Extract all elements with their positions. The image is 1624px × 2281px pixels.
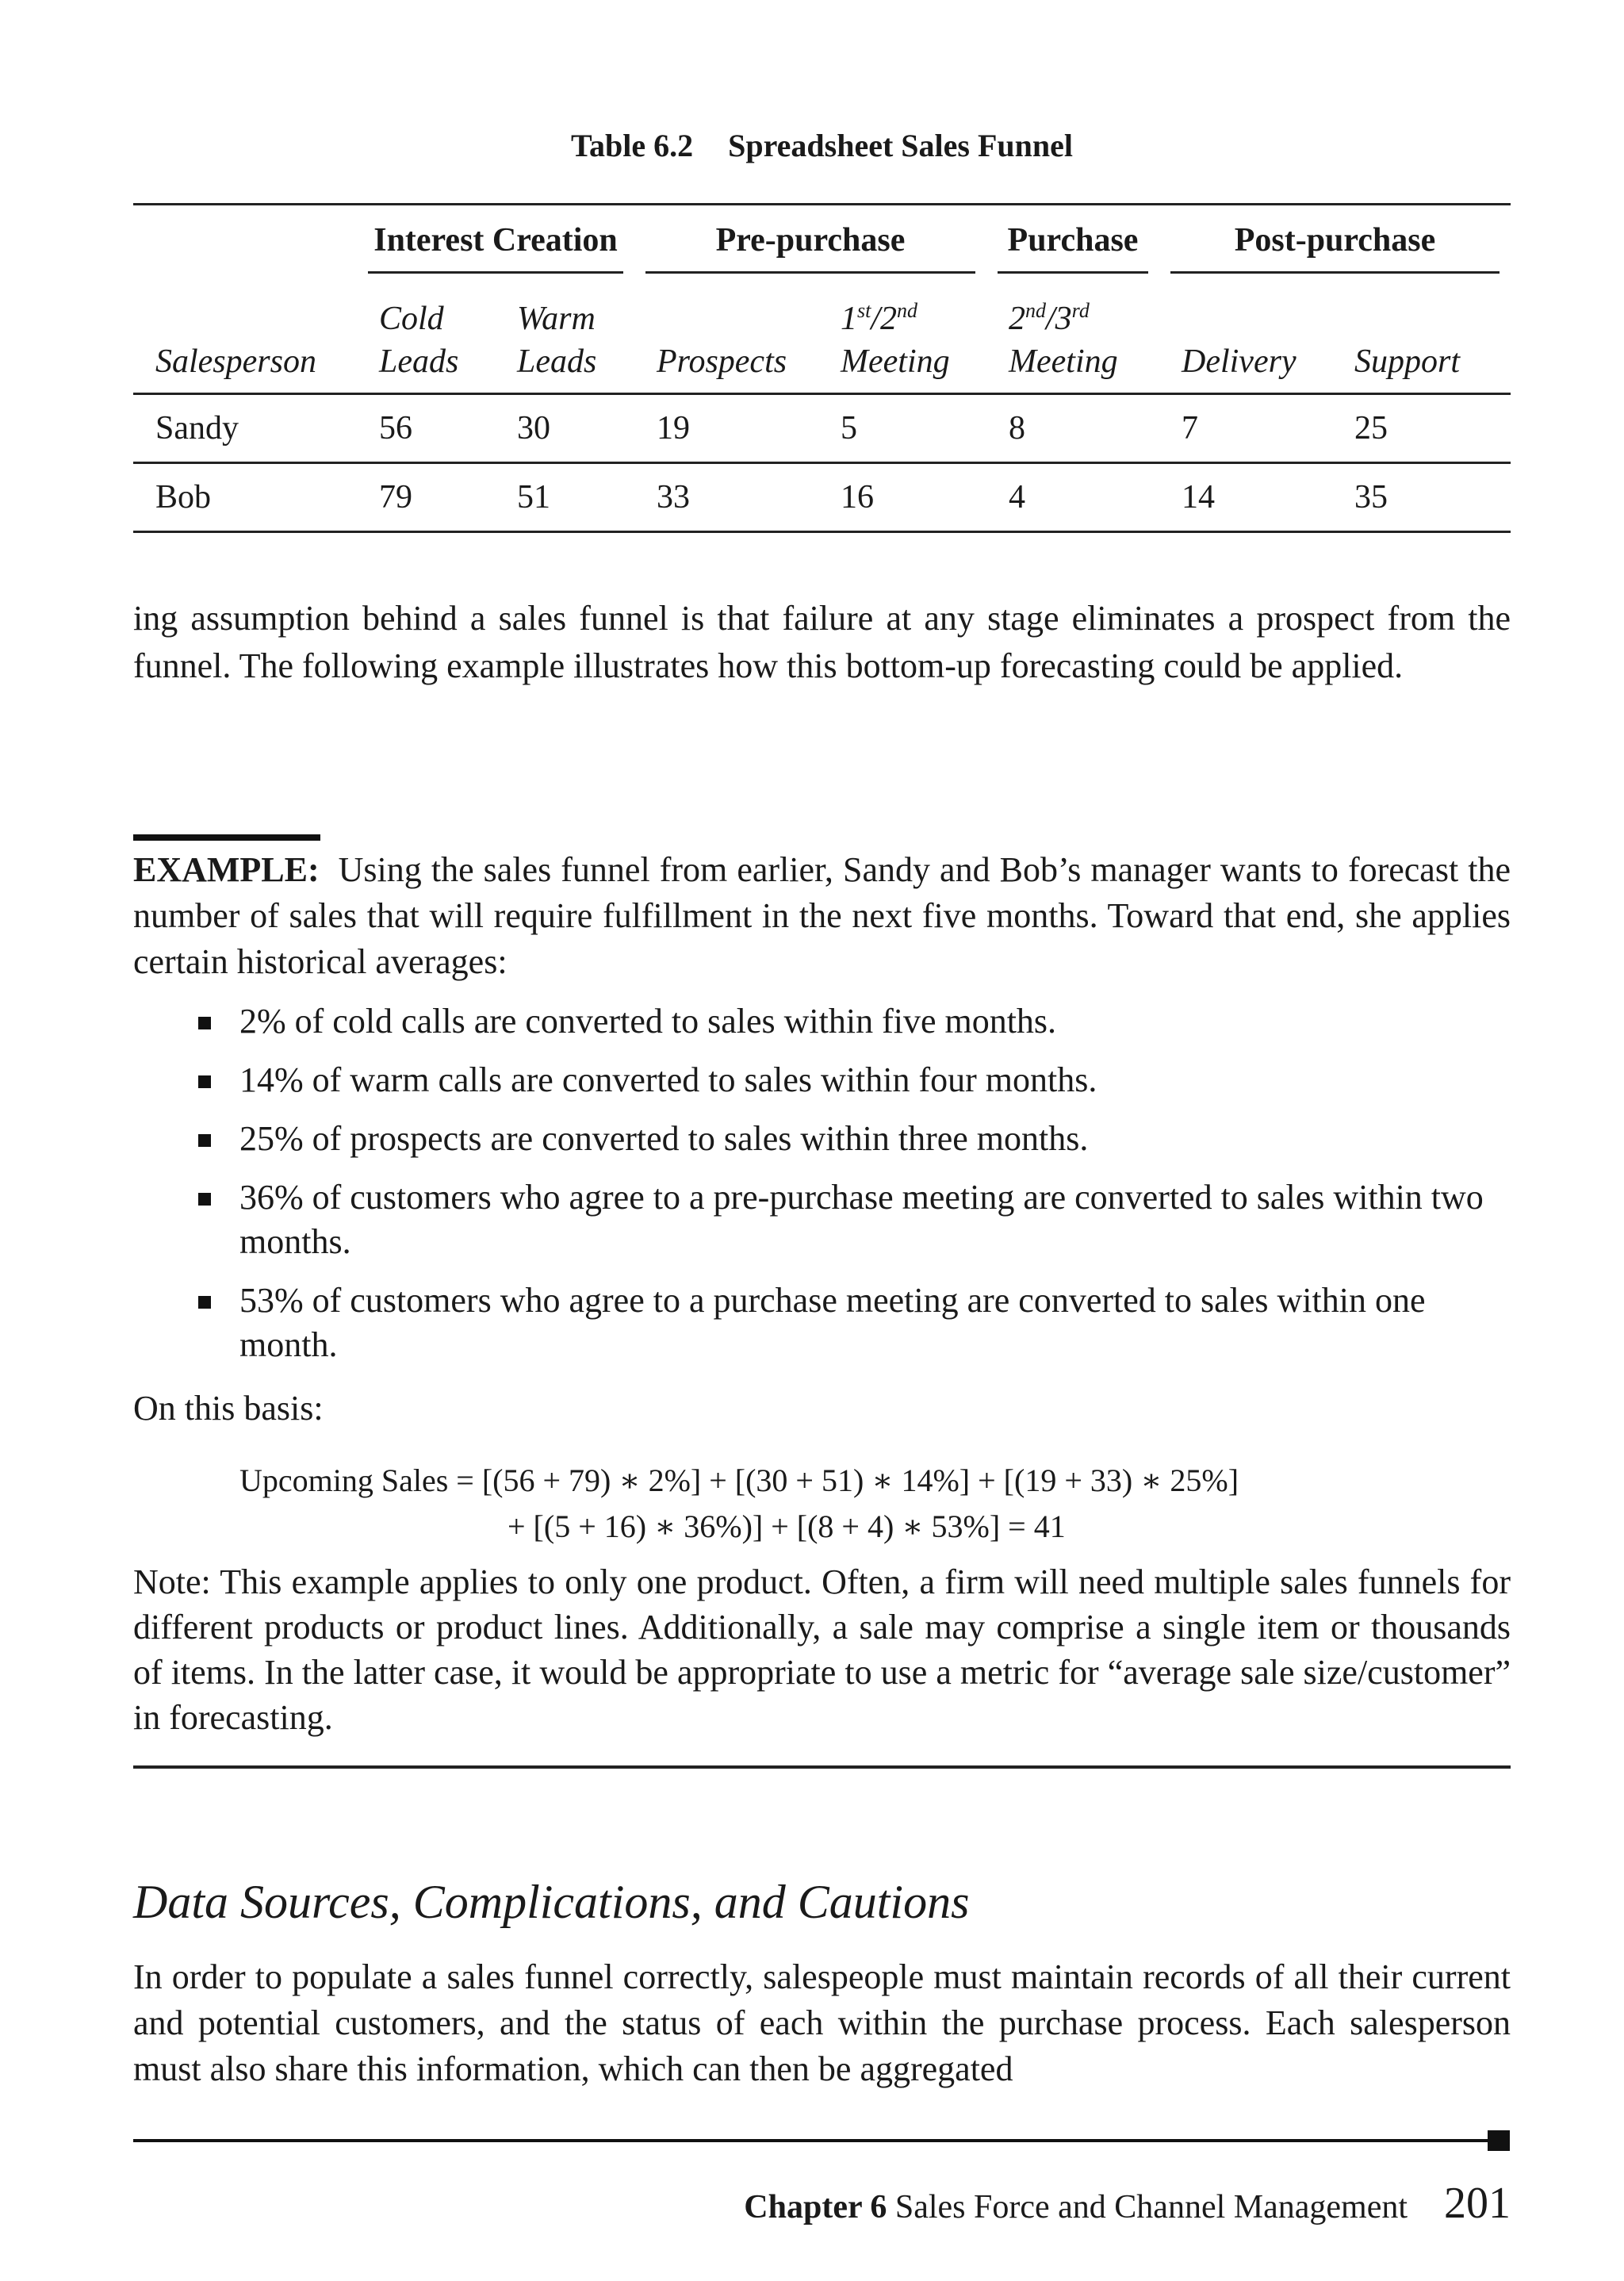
table-cell: 7 [1182, 410, 1198, 447]
table-caption-number: Table 6.2 [570, 128, 694, 163]
square-bullet-icon [198, 1134, 211, 1147]
table-caption [133, 127, 1511, 164]
col-prospects: Prospects [657, 343, 787, 380]
col-cold-leads: Cold Leads [379, 301, 459, 380]
note-paragraph: Note: This example applies to only one product. Often, a firm will need multiple sales funnels for different products or product lines. Additionally, a sale may comprise a single item or thousands of items. In the latter case, it would be appropriate to use a metric for “average sale size/customer” in forecasting. [133, 1562, 1511, 1737]
table-cell: 79 [379, 479, 412, 516]
list-item: 25% of prospects are converted to sales within three months. [133, 1117, 1500, 1161]
square-bullet-icon [198, 1296, 211, 1309]
sales-funnel-table [133, 203, 1511, 533]
col-support: Support [1354, 343, 1461, 380]
upcoming-sales-formula [239, 1458, 1239, 1550]
table-group-blank [133, 205, 357, 276]
list-item: 53% of customers who agree to a purchase meeting are converted to sales within one month. [133, 1279, 1500, 1367]
book-page [133, 0, 1511, 2281]
page-footer [744, 2178, 1511, 2229]
table-cell: 51 [517, 479, 550, 516]
col-salesperson: Salesperson [155, 343, 316, 380]
example-body: Using the sales funnel from earlier, Sandy and Bob’s manager wants to forecast the number of sales that will require fulfillment in the next five months. Toward that end, she applies certain historical averages: [133, 850, 1511, 981]
group-post-purchase: Post-purchase [1159, 205, 1511, 276]
table-cell: 30 [517, 410, 550, 447]
table-cell: 33 [657, 479, 690, 516]
footer-chapter-title: Sales Force and Channel Management [894, 2189, 1408, 2225]
section-paragraph: In order to populate a sales funnel correctly, salespeople must maintain records of all their current and potential customers, and the status of each within the purchase process. Each salesperson must also share this information, which can then be aggregated [133, 1957, 1511, 2088]
square-bullet-icon [198, 1075, 211, 1088]
col-warm-leads: Warm Leads [517, 301, 597, 380]
historical-averages-list [133, 999, 1511, 1382]
group-pre-purchase: Pre-purchase [634, 205, 986, 276]
list-item: 2% of cold calls are converted to sales within five months. [133, 999, 1500, 1044]
example-end-rule [133, 1765, 1511, 1769]
table-column-header-row [133, 275, 1511, 394]
table-cell: Bob [155, 479, 212, 516]
paragraph-funnel-assumption: ing assumption behind a sales funnel is that failure at any stage eliminates a prospect from the funnel. The following example illustrates how this bottom-up forecasting could be applied. [133, 599, 1511, 685]
table-cell: 19 [657, 410, 690, 447]
table-caption-title: Spreadsheet Sales Funnel [728, 128, 1073, 163]
square-bullet-icon [198, 1193, 211, 1206]
footer-rule [133, 2139, 1489, 2142]
example-label: EXAMPLE: [133, 850, 320, 889]
table-cell: 25 [1354, 410, 1388, 447]
list-item: 36% of customers who agree to a pre-purchase meeting are converted to sales within two months. [133, 1175, 1500, 1264]
col-first-second-meeting: 1st/2nd Meeting [841, 299, 950, 380]
footer-square-icon [1488, 2130, 1510, 2151]
table-group-header-row [133, 205, 1511, 276]
table-row [133, 394, 1511, 463]
square-bullet-icon [198, 1017, 211, 1029]
table-cell: 4 [1009, 479, 1025, 516]
example-paragraph [133, 847, 1511, 985]
list-item: 14% of warm calls are converted to sales within four months. [133, 1058, 1500, 1102]
example-rule [133, 834, 320, 841]
table-cell: 5 [841, 410, 857, 447]
table-cell: Sandy [155, 410, 239, 447]
table-cell: 35 [1354, 479, 1388, 516]
basis-text: On this basis: [133, 1389, 324, 1428]
table-cell: 56 [379, 410, 412, 447]
col-second-third-meeting: 2nd/3rd Meeting [1009, 299, 1118, 380]
group-purchase: Purchase [986, 205, 1159, 276]
section-heading: Data Sources, Complications, and Cautions [133, 1876, 970, 1928]
footer-chapter: Chapter 6 [744, 2189, 887, 2225]
formula-line-1: Upcoming Sales = [(56 + 79) ∗ 2%] + [(30 + 51) ∗ 14%] + [(19 + 33) ∗ 25%] [239, 1463, 1239, 1498]
table-cell: 14 [1182, 479, 1215, 516]
col-delivery: Delivery [1182, 343, 1297, 380]
table-cell: 8 [1009, 410, 1025, 447]
group-interest-creation: Interest Creation [357, 205, 634, 276]
table-row [133, 463, 1511, 532]
table-cell: 16 [841, 479, 874, 516]
page-number: 201 [1444, 2179, 1511, 2228]
formula-line-2: + [(5 + 16) ∗ 36%)] + [(8 + 4) ∗ 53%] = 41 [508, 1509, 1066, 1544]
